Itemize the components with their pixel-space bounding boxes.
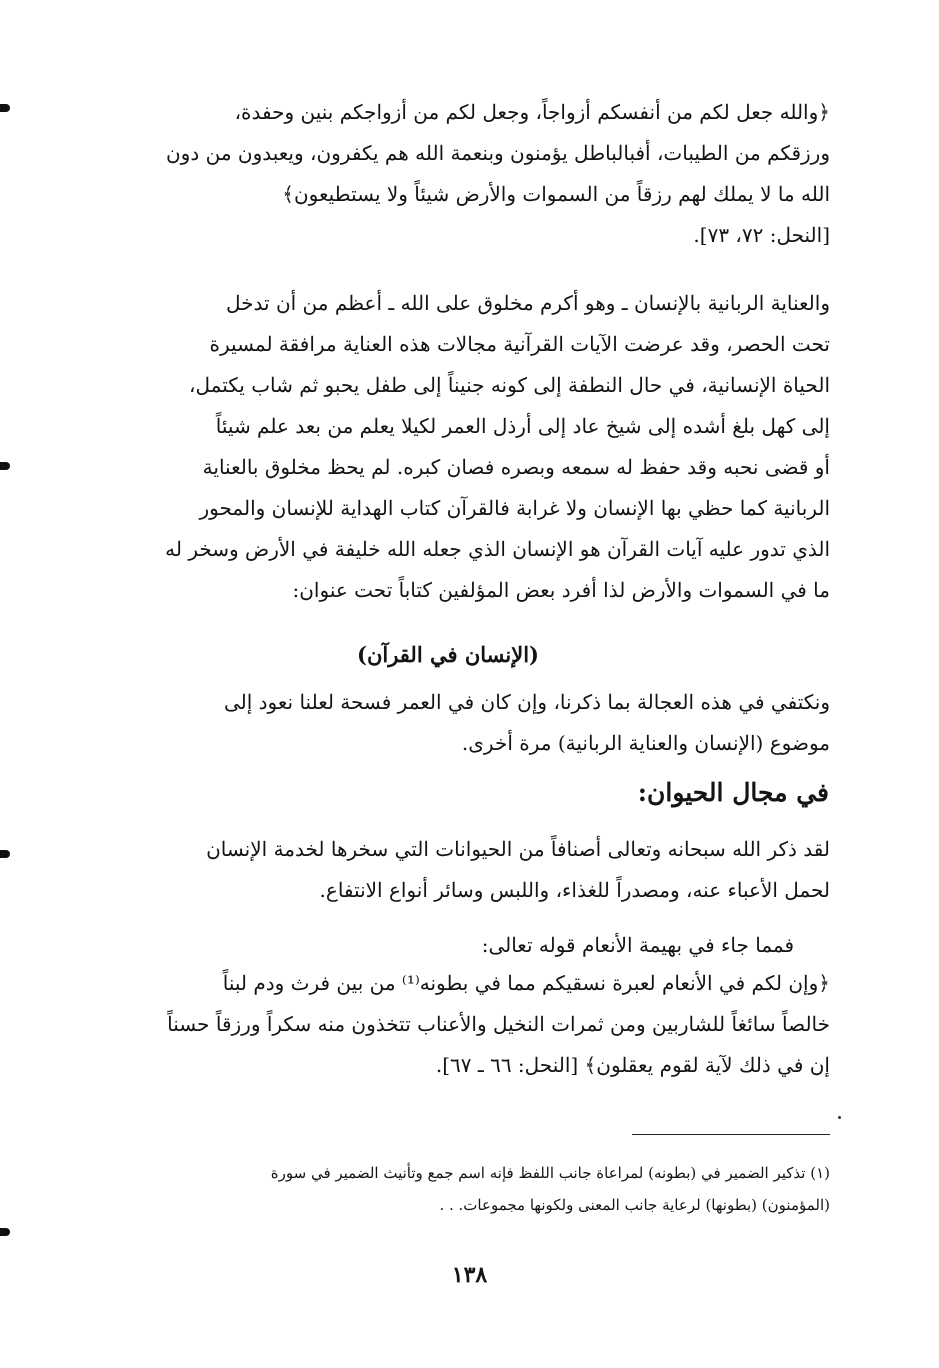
body-paragraph-4 xyxy=(66,829,830,911)
text-line: ونكتفي في هذه العجالة بما ذكرنا، وإن كان في العمر فسحة لعلنا نعود إلى xyxy=(223,690,830,714)
text-line: والعناية الربانية بالإنسان ـ وهو أكرم مخلوق على الله ـ أعظم من أن تدخل xyxy=(226,291,830,315)
text-line: لحمل الأعباء عنه، ومصدراً للغذاء، واللبس وسائر أنواع الانتفاع. xyxy=(319,878,830,902)
text-line: ﴿وإن لكم في الأنعام لعبرة نسقيكم مما في بطونه⁽¹⁾ من بين فرث ودم لبناً xyxy=(222,971,830,995)
text-line: تحت الحصر، وقد عرضت الآيات القرآنية مجالات هذه العناية مرافقة لمسيرة xyxy=(209,332,830,356)
footnote-separator xyxy=(632,1134,830,1135)
scan-speck xyxy=(838,1116,841,1119)
verse-citation: إن في ذلك لآية لقوم يعقلون﴾ [النحل: ٦٦ ـ ٦٧]. xyxy=(435,1053,830,1077)
text-line: إلى كهل بلغ أشده إلى شيخ عاد إلى أرذل العمر لكيلا يعلم من بعد علم شيئاً xyxy=(215,414,830,438)
text-line: الربانية كما حظي بها الإنسان ولا غرابة فالقرآن كتاب الهداية للإنسان والمحور xyxy=(199,496,830,520)
text-line: ورزقكم من الطيبات، أفبالباطل يؤمنون وبنعمة الله هم يكفرون، ويعبدون من دون xyxy=(165,141,830,165)
verse-paragraph-6 xyxy=(66,963,830,1086)
text-line: الذي تدور عليه آيات القرآن هو الإنسان الذي جعله الله خليفة في الأرض وسخر له xyxy=(165,537,830,561)
body-paragraph-3 xyxy=(66,682,830,764)
text-line: الله ما لا يملك لهم رزقاً من السموات والأرض شيئاً ولا يستطيعون﴾ xyxy=(282,182,830,206)
verse-citation: [النحل: ٧٢، ٧٣]. xyxy=(693,223,830,247)
page-number: ١٣٨ xyxy=(451,1262,488,1288)
text-line: ﴿والله جعل لكم من أنفسكم أزواجاً، وجعل لكم من أزواجكم بنين وحفدة، xyxy=(234,100,830,124)
body-paragraph-2 xyxy=(66,283,830,611)
text-line: خالصاً سائغاً للشاربين ومن ثمرات النخيل والأعناب تتخذون منه سكراً ورزقاً حسناً xyxy=(167,1012,830,1036)
text-line: لقد ذكر الله سبحانه وتعالى أصنافاً من الحيوانات التي سخرها لخدمة الإنسان xyxy=(206,837,830,861)
text-line: فمما جاء في بهيمة الأنعام قوله تعالى: xyxy=(481,933,794,957)
scan-edge-mark xyxy=(0,1228,10,1236)
text-line: ما في السموات والأرض لذا أفرد بعض المؤلفين كتاباً تحت عنوان: xyxy=(292,578,830,602)
footnote xyxy=(78,1157,830,1221)
footnote-line: (المؤمنون) (بطونها) لرعاية جانب المعنى ولكونها مجموعات. . . xyxy=(439,1196,830,1214)
scan-edge-mark xyxy=(0,850,10,858)
footnote-line: (١) تذكير الضمير في (بطونه) لمراعاة جانب اللفظ فإنه اسم جمع وتأنيث الضمير في سورة xyxy=(270,1164,830,1182)
scan-edge-mark xyxy=(0,462,10,470)
body-paragraph-5 xyxy=(300,925,794,966)
text-line: موضوع (الإنسان والعناية الربانية) مرة أخرى. xyxy=(461,731,830,755)
book-title: (الإنسان في القرآن) xyxy=(357,642,539,667)
section-heading: في مجال الحيوان: xyxy=(637,778,829,807)
verse-paragraph-1 xyxy=(66,92,830,256)
text-line: أو قضى نحبه وقد حفظ له سمعه وبصره فصان كبره. لم يحظ مخلوق بالعناية xyxy=(202,455,830,479)
text-line: الحياة الإنسانية، في حال النطفة إلى كونه جنيناً إلى طفل يحبو ثم شاب يكتمل، xyxy=(189,373,830,397)
scan-edge-mark xyxy=(0,104,10,112)
